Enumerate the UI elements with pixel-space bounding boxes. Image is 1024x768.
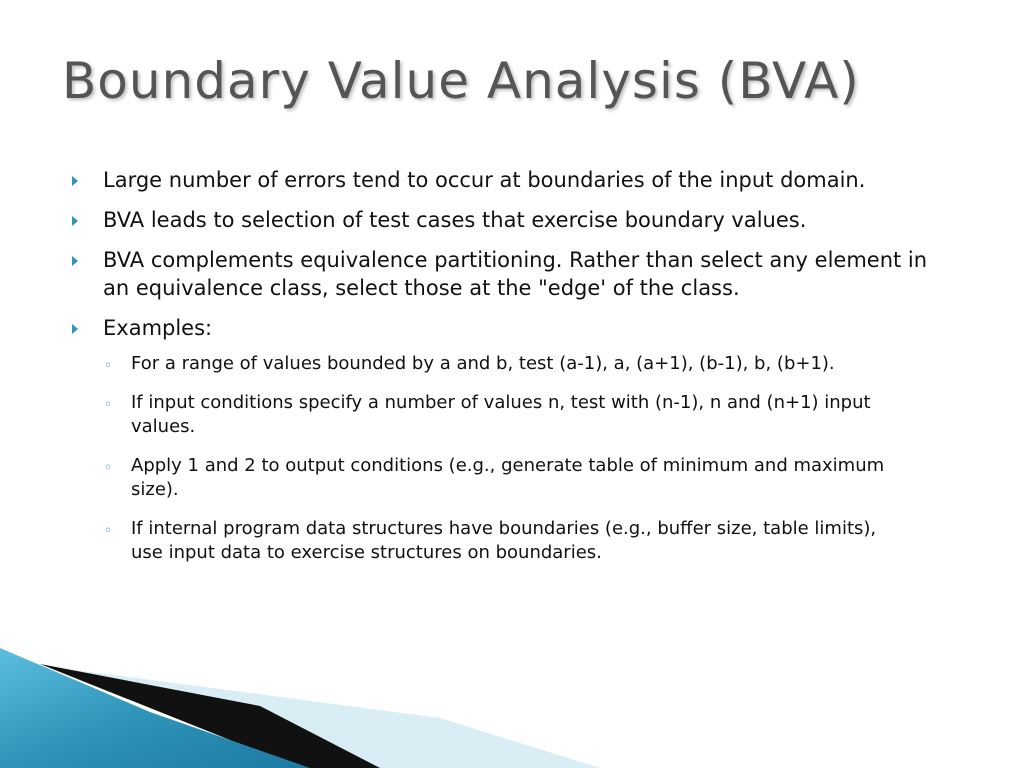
bullet-text: Large number of errors tend to occur at boundaries of the input domain. (103, 168, 866, 192)
sub-bullet-text: If internal program data structures have boundaries (e.g., buffer size, table limits), use input data to exercise structures on boundaries. (131, 518, 877, 563)
hollow-circle-icon: ◦ (104, 397, 113, 413)
bullet-text: BVA complements equivalence partitioning. Rather than select any element in an equivalence class, select those at the "edge' of the class. (103, 248, 928, 300)
hollow-circle-icon: ◦ (104, 358, 113, 374)
sub-bullet-text: For a range of values bounded by a and b, test (a-1), a, (a+1), (b-1), b, (b+1). (131, 353, 835, 374)
sub-bullet-text: Apply 1 and 2 to output conditions (e.g., generate table of minimum and maximum size). (131, 455, 885, 500)
sub-bullet-text: If input conditions specify a number of values n, test with (n-1), n and (n+1) input values. (131, 392, 871, 437)
bullet-text: BVA leads to selection of test cases that exercise boundary values. (103, 208, 807, 232)
bullet-text: Examples: (103, 316, 213, 340)
slide-title: Boundary Value Analysis (BVA) (62, 52, 860, 110)
hollow-circle-icon: ◦ (104, 460, 113, 476)
hollow-circle-icon: ◦ (104, 523, 113, 539)
